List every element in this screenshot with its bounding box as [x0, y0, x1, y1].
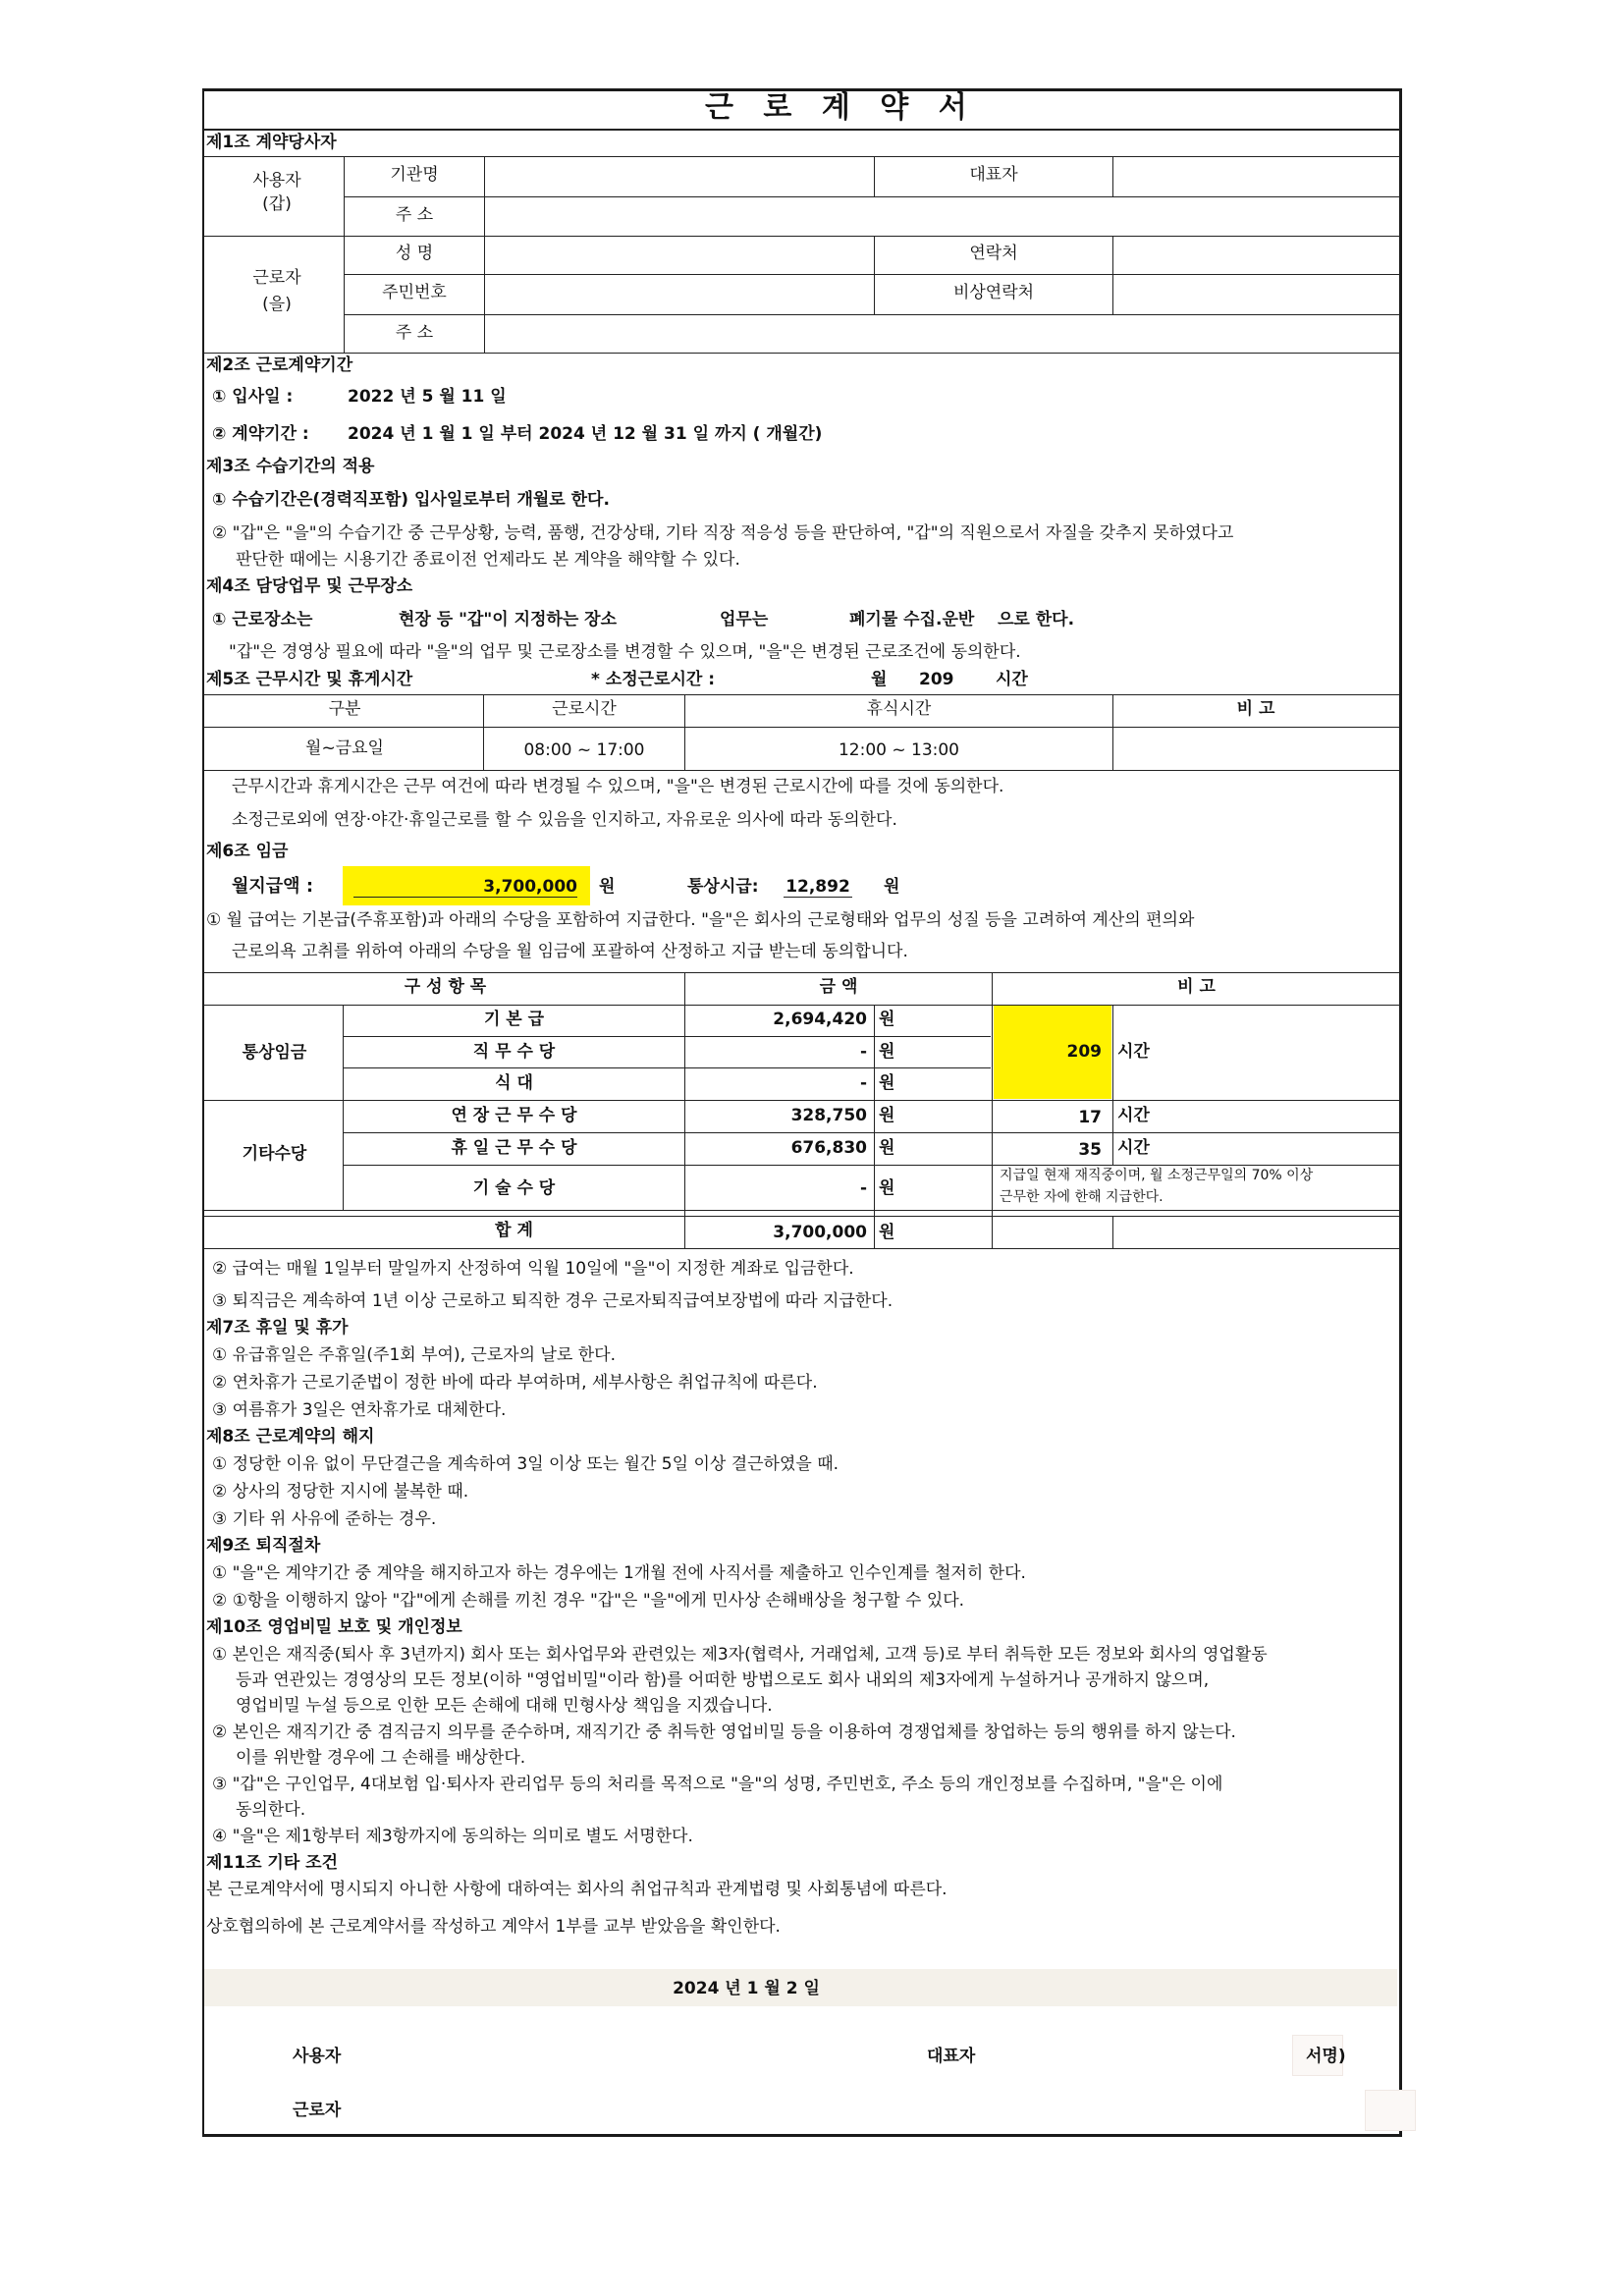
wage-unit: 원 [879, 1138, 895, 1158]
art3-p2b: 판단한 때에는 시용기간 종료이전 언제라도 본 계약을 해약할 수 있다. [236, 550, 740, 570]
holiday-hours-unit: 시간 [1117, 1138, 1150, 1158]
tech-allowance-remark: 근무한 자에 한해 지급한다. [1000, 1189, 1164, 1205]
art8-p1: ① 정당한 이유 없이 무단결근을 계속하여 3일 이상 또는 월간 5일 이상 결근하였을 때. [212, 1454, 839, 1474]
resident-no-field[interactable] [485, 276, 873, 313]
wage-th-remark: 비 고 [1177, 977, 1216, 997]
art10-p1a: ① 본인은 재직중(퇴사 후 3년까지) 회사 또는 회사업무와 관련있는 제3자(협력사, 거래업체, 고객 등)로 부터 취득한 모든 정보와 회사의 영업활동 [212, 1645, 1268, 1665]
art1-table-top [204, 156, 1400, 157]
wage-unit: 원 [879, 1010, 895, 1029]
row-break-hours: 12:00 ~ 13:00 [838, 740, 960, 760]
wage-item: 연 장 근 무 수 당 [451, 1106, 577, 1125]
art1-col-line [874, 156, 875, 196]
worker-name-field[interactable] [485, 238, 873, 273]
group-other-allowance: 기타수당 [242, 1144, 307, 1164]
employer-address-label: 주 소 [395, 205, 434, 225]
wage-table-line [204, 1210, 1400, 1211]
art5-heading: 제5조 근무시간 및 휴게시간 [206, 670, 413, 689]
art10-heading: 제10조 영업비밀 보호 및 개인정보 [206, 1617, 462, 1637]
scheduled-hours-suffix: 시간 [996, 670, 1028, 689]
wage-th-amount: 금 액 [819, 977, 858, 997]
worker-sub: (을) [262, 295, 292, 314]
wage-table-double [204, 1216, 1400, 1217]
wage-unit: 원 [879, 1042, 895, 1062]
art11-heading: 제11조 기타 조건 [206, 1853, 339, 1873]
art1-row-line [344, 196, 1400, 197]
art1-heading: 제1조 계약당사자 [206, 133, 337, 152]
wage-item: 기 술 수 당 [472, 1178, 556, 1198]
art8-heading: 제8조 근로계약의 해지 [206, 1427, 375, 1447]
wage-table-line [343, 1132, 1400, 1133]
wage-table-line [343, 1165, 1400, 1166]
art10-p1c: 영업비밀 누설 등으로 인한 모든 손해에 대해 민형사상 책임을 지겠습니다. [236, 1696, 773, 1716]
total-unit: 원 [879, 1223, 895, 1242]
contact-field[interactable] [1113, 238, 1398, 273]
wage-col-line [1112, 1005, 1113, 1165]
wage-col-line [874, 1005, 875, 1248]
total-label: 합 계 [495, 1221, 533, 1240]
wage-table-line [343, 1036, 991, 1037]
art6-p1b: 근로의욕 고취를 위하여 아래의 수당을 월 임금에 포괄하여 산정하고 지급 받는데 동의합니다. [232, 942, 908, 961]
ordinary-hours-value: 209 [1066, 1042, 1102, 1062]
org-name-field[interactable] [485, 158, 873, 195]
holiday-hours-value: 35 [1078, 1140, 1102, 1160]
work-place-label: ① 근로장소는 [212, 610, 313, 629]
group-ordinary-wage: 통상임금 [242, 1043, 307, 1063]
art10-p1b: 등과 연관있는 경영상의 모든 정보(이하 "영업비밀"이라 함)를 어떠한 방법으로도 회사 내외의 제3자에게 누설하거나 공개하지 않으며, [236, 1670, 1210, 1690]
art1-col-line [874, 236, 875, 314]
duty-label: 업무는 [720, 610, 769, 629]
art1-row-line [204, 236, 1400, 237]
art2-heading: 제2조 근로계약기간 [206, 355, 353, 375]
art10-p4: ④ "을"은 제1항부터 제3항까지에 동의하는 의미로 별도 서명한다. [212, 1827, 693, 1846]
worker-label: 근로자 [252, 268, 301, 288]
art9-p2: ② ①항을 이행하지 않아 "갑"에게 손해를 끼친 경우 "갑"은 "을"에게 민사상 손해배상을 청구할 수 있다. [212, 1591, 965, 1611]
art5-table-bottom [204, 770, 1400, 771]
art7-heading: 제7조 휴일 및 휴가 [206, 1318, 349, 1338]
seal-mark [1365, 2090, 1416, 2131]
title-divider [204, 129, 1400, 131]
ordinary-wage-label: 통상시급: [687, 877, 759, 897]
art5-table-top [204, 694, 1400, 695]
art9-p1: ① "을"은 계약기간 중 계약을 해지하고자 하는 경우에는 1개월 전에 사직서를 제출하고 인수인계를 철저히 한다. [212, 1563, 1026, 1583]
representative-label: 대표자 [969, 165, 1018, 185]
art1-col-line [344, 156, 345, 353]
wage-unit: 원 [879, 1106, 895, 1125]
wage-table-top [204, 972, 1400, 973]
contact-label: 연락처 [969, 244, 1018, 263]
monthly-pay-unit: 원 [599, 877, 616, 897]
wage-item: 기 본 급 [483, 1010, 545, 1029]
resident-no-label: 주민번호 [382, 283, 447, 302]
art3-p1: ① 수습기간은(경력직포함) 입사일로부터 개월로 한다. [212, 490, 610, 510]
art7-p3: ③ 여름휴가 3일은 연차휴가로 대체한다. [212, 1400, 507, 1420]
total-amount: 3,700,000 [773, 1223, 867, 1242]
art1-table-bottom [204, 353, 1400, 354]
art1-row-line [344, 274, 1400, 275]
art6-p3: ③ 퇴직금은 계속하여 1년 이상 근로하고 퇴직한 경우 근로자퇴직급여보장법에 따라 지급한다. [212, 1291, 893, 1311]
signing-date: 2024 년 1 월 2 일 [673, 1979, 820, 1998]
wage-table-line [204, 1100, 1400, 1101]
art8-p2: ② 상사의 정당한 지시에 불복한 때. [212, 1482, 469, 1502]
art4-heading: 제4조 담당업무 및 근무장소 [206, 576, 413, 596]
monthly-pay-label: 월지급액 : [232, 876, 314, 897]
overtime-hours-value: 17 [1078, 1108, 1102, 1127]
art10-p3b: 동의한다. [236, 1800, 306, 1820]
duty-value: 폐기물 수집.운반 [849, 610, 975, 629]
wage-table-line [204, 1005, 1400, 1006]
col-work-hours: 근로시간 [552, 699, 617, 719]
wage-unit: 원 [879, 1073, 895, 1093]
scheduled-hours-label: * 소정근로시간 : [591, 670, 716, 689]
art6-heading: 제6조 임금 [206, 842, 289, 861]
col-category: 구분 [328, 699, 361, 719]
wage-amount: 328,750 [790, 1106, 867, 1125]
signature-suffix: 서명) [1306, 2047, 1346, 2066]
art3-p2a: ② "갑"은 "을"의 수습기간 중 근무상황, 능력, 품행, 건강상태, 기타 직장 적응성 등을 판단하여, "갑"의 직원으로서 자질을 갖추지 못하였다고 [212, 523, 1234, 543]
wage-amount: - [859, 1042, 867, 1062]
wage-amount: 2,694,420 [773, 1010, 867, 1029]
emergency-contact-field[interactable] [1113, 276, 1398, 313]
work-place-value: 현장 등 "갑"이 지정하는 장소 [399, 610, 618, 629]
contract-period-value: 2024 년 1 월 1 일 부터 2024 년 12 월 31 일 까지 ( 개월간) [348, 424, 823, 444]
art10-p3a: ③ "갑"은 구인업무, 4대보험 입·퇴사자 관리업무 등의 처리를 목적으로 "을"의 성명, 주민번호, 주소 등의 개인정보를 수집하며, "을"은 이에 [212, 1775, 1223, 1794]
col-remark: 비 고 [1236, 699, 1275, 719]
employer-address-field[interactable] [485, 198, 1398, 235]
art5-note1: 근무시간과 휴게시간은 근무 여건에 따라 변경될 수 있으며, "을"은 변경된 근로시간에 따를 것에 동의한다. [232, 777, 1004, 796]
art5-note2: 소정근로외에 연장·야간·휴일근로를 할 수 있음을 인지하고, 자유로운 의사에 따라 동의한다. [232, 810, 897, 830]
worker-address-label: 주 소 [395, 323, 434, 343]
wage-item: 식 대 [495, 1073, 533, 1093]
wage-item: 직 무 수 당 [472, 1042, 556, 1062]
scheduled-hours-unit: 월 [871, 670, 888, 689]
art4-p2: "갑"은 경영상 필요에 따라 "을"의 업무 및 근로장소를 변경할 수 있으며, "을"은 변경된 근로조건에 동의한다. [229, 642, 1021, 662]
ordinary-wage-unit: 원 [884, 877, 900, 897]
document-title: 근 로 계 약 서 [705, 90, 977, 125]
monthly-pay-value: 3,700,000 [353, 877, 577, 898]
art5-table-line [204, 727, 1400, 728]
closing-statement: 상호협의하에 본 근로계약서를 작성하고 계약서 1부를 교부 받았음을 확인한다. [206, 1917, 781, 1937]
wage-col-line [992, 972, 993, 1248]
art10-p2a: ② 본인은 재직기간 중 겸직금지 의무를 준수하며, 재직기간 중 취득한 영업비밀 등을 이용하여 경쟁업체를 창업하는 등의 행위를 하지 않는다. [212, 1722, 1236, 1742]
join-date-value: 2022 년 5 월 11 일 [348, 387, 507, 407]
join-date-label: ① 입사일 : [212, 387, 294, 407]
wage-amount: - [859, 1178, 867, 1198]
row-days: 월~금요일 [305, 738, 384, 758]
wage-th-items: 구 성 항 목 [404, 977, 487, 997]
duty-suffix: 으로 한다. [998, 610, 1075, 629]
art1-row-line [344, 314, 1400, 315]
wage-amount: - [859, 1073, 867, 1093]
art3-heading: 제3조 수습기간의 적용 [206, 457, 375, 476]
col-break-hours: 휴식시간 [866, 699, 932, 719]
wage-amount: 676,830 [790, 1138, 867, 1158]
wage-table-line [343, 1067, 991, 1068]
ordinary-wage-value: 12,892 [784, 877, 852, 898]
art8-p3: ③ 기타 위 사유에 준하는 경우. [212, 1509, 437, 1529]
art11-p1: 본 근로계약서에 명시되지 아니한 사항에 대하여는 회사의 취업규칙과 관계법령 및 사회통념에 따른다. [206, 1880, 947, 1899]
tech-allowance-remark: 지급일 현재 재직중이며, 월 소정근무일의 70% 이상 [1000, 1168, 1314, 1183]
art7-p1: ① 유급휴일은 주휴일(주1회 부여), 근로자의 날로 한다. [212, 1345, 616, 1365]
worker-sign-label: 근로자 [293, 2101, 342, 2120]
scheduled-hours-value: 209 [919, 670, 954, 689]
row-work-hours: 08:00 ~ 17:00 [523, 740, 645, 760]
art7-p2: ② 연차휴가 근로기준법이 정한 바에 따라 부여하며, 세부사항은 취업규칙에 따른다. [212, 1373, 818, 1393]
representative-sign-label: 대표자 [927, 2047, 976, 2066]
ordinary-hours-unit: 시간 [1117, 1042, 1150, 1062]
employer-sign-label: 사용자 [293, 2047, 342, 2066]
worker-name-label: 성 명 [395, 244, 434, 263]
art6-p2: ② 급여는 매월 1일부터 말일까지 산정하여 익월 10일에 "을"이 지정한 계좌로 입금한다. [212, 1259, 854, 1279]
wage-unit: 원 [879, 1178, 895, 1198]
wage-item: 휴 일 근 무 수 당 [451, 1138, 577, 1158]
overtime-hours-unit: 시간 [1117, 1106, 1150, 1125]
art6-p1a: ① 월 급여는 기본급(주휴포함)과 아래의 수당을 포함하여 지급한다. "을"은 회사의 근로형태와 업무의 성질 등을 고려하여 계산의 편의와 [206, 910, 1195, 930]
employer-sub: (갑) [262, 194, 292, 214]
employer-label: 사용자 [252, 171, 301, 191]
representative-field[interactable] [1113, 158, 1398, 195]
wage-col-line [1112, 1216, 1113, 1248]
art10-p2b: 이를 위반할 경우에 그 손해를 배상한다. [236, 1748, 526, 1768]
wage-table-bottom [204, 1248, 1400, 1249]
org-name-label: 기관명 [390, 165, 439, 185]
art9-heading: 제9조 퇴직절차 [206, 1536, 321, 1556]
contract-period-label: ② 계약기간 : [212, 424, 309, 444]
emergency-contact-label: 비상연락처 [952, 283, 1035, 302]
worker-address-field[interactable] [485, 316, 1398, 352]
